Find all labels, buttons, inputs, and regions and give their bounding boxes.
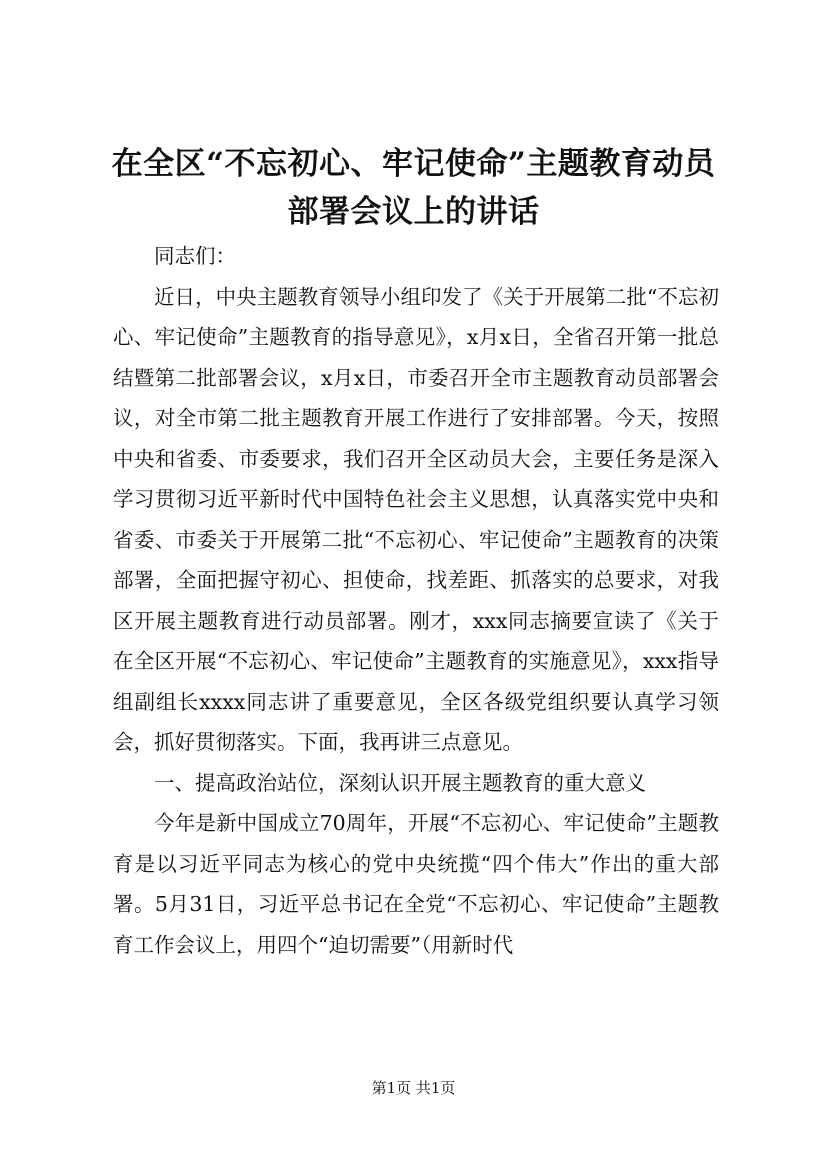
section-heading-1: 一、提高政治站位，深刻认识开展主题教育的重大意义	[154, 770, 646, 795]
page-footer: 第1页 共1页	[371, 1079, 456, 1097]
paragraph-1: 近日，中央主题教育领导小组印发了《关于开展第二批“不忘初心、牢记使命”主题教育的指导意见》，x月x日，全省召开第一批总结暨第二批部署会议，x月x日，市委召开全市主题教育动员部署会议，对全市第二批主题教育开展工作进行了安排部署。今天，按照中央和省委、市委要求，我们召开全区动员大会，主要任务是深入学习贯彻习近平新时代中国特色社会主义思想，认真落实党中央和省委、市委关于开展第二批“不忘初心、牢记使命”主题教育的决策部署，全面把握守初心、担使命，找差距、抓落实的总要求，对我区开展主题教育进行动员部署。刚才，xxx同志摘要宣读了《关于在全区开展“不忘初心、牢记使命”主题教育的实施意见》，xxx指导组副组长xxxx同志讲了重要意见，全区各级党组织要认真学习领会，抓好贯彻落实。下面，我再讲三点意见。	[113, 284, 719, 754]
paragraph-2: 今年是新中国成立70周年，开展“不忘初心、牢记使命”主题教育是以习近平同志为核心的党中央统揽“四个伟大”作出的重大部署。5月31日，习近平总书记在全党“不忘初心、牢记使命”主题教育工作会议上，用四个“迫切需要”（用新时代	[113, 811, 719, 957]
title-line-2: 部署会议上的讲话	[287, 194, 540, 230]
document-body	[113, 236, 719, 965]
title-line-1: 在全区“不忘初心、牢记使命”主题教育动员	[111, 146, 716, 182]
salutation: 同志们：	[154, 244, 236, 268]
document-title	[90, 140, 737, 236]
